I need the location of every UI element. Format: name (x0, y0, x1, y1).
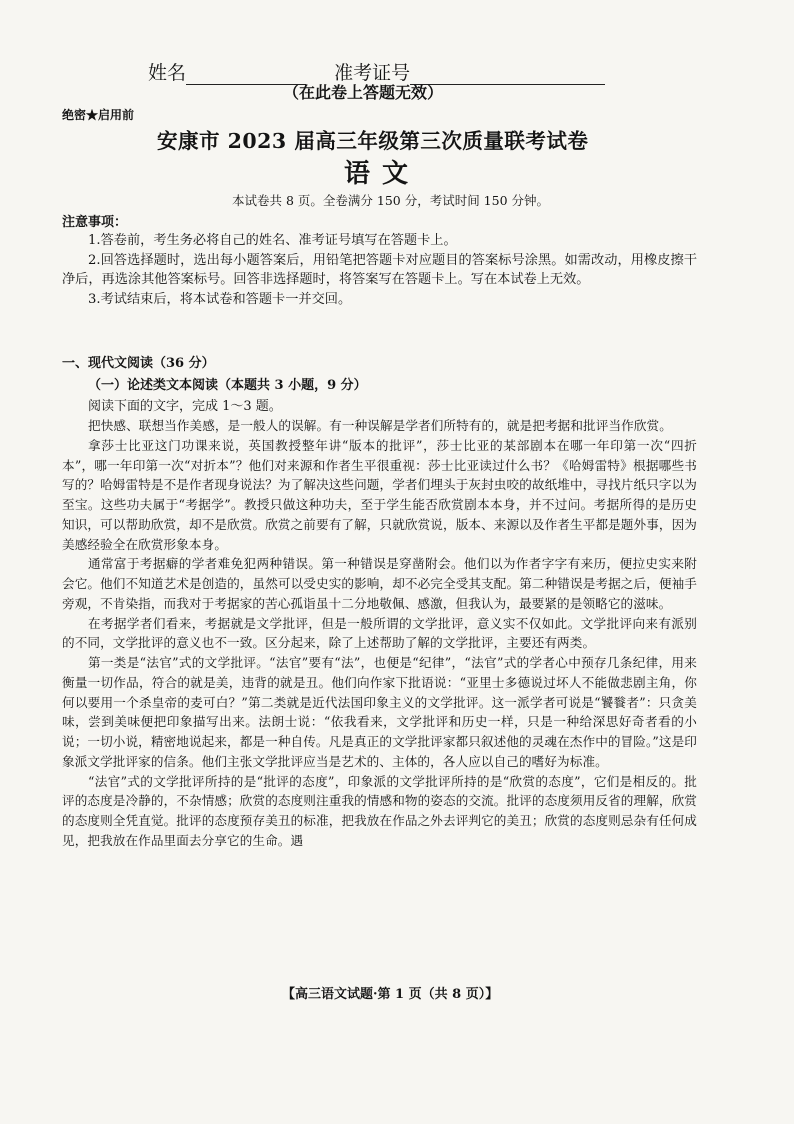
instructions-list (62, 231, 697, 309)
exam-title: 安康市 2023 届高三年级第三次质量联考试卷 (157, 129, 589, 153)
passage-paragraph: “法官”式的文学批评所持的是“批评的态度”，印象派的文学批评所持的是“欣赏的态度”，它们是相反的。批评的态度是冷静的，不杂情感；欣赏的态度则注重我的情感和物的姿态的交流。批评的态度须用反省的理解，欣赏的态度则全凭直觉。批评的态度预存美丑的标准，把我放在作品之外去评判它的美丑；欣赏的态度则忌杂有任何成见，把我放在作品里面去分享它的生命。遇 (62, 773, 697, 848)
section-title: 一、现代文阅读（36 分） (62, 356, 215, 371)
name-label: 姓名 (148, 62, 187, 84)
exam-info: 本试卷共 8 页。全卷满分 150 分，考试时间 150 分钟。 (232, 193, 550, 208)
page-footer: 【高三语文试题·第 1 页（共 8 页）】 (282, 987, 499, 1002)
reading-passage (62, 416, 697, 851)
subject-title: 语文 (344, 159, 421, 189)
reading-instruction: 阅读下面的文字，完成 1～3 题。 (88, 399, 282, 414)
exam-id-label: 准考证号 (334, 62, 411, 84)
passage-paragraph: 通常富于考据癖的学者难免犯两种错误。第一种错误是穿凿附会。他们以为作者字字有来历，便拉史实来附会它。他们不知道艺术是创造的，虽然可以受史实的影响，却不必完全受其支配。第二种错误是考据之后，便袖手旁观，不肯染指，而我对于考据家的苦心孤诣虽十二分地敬佩、感激，但我认为，最要紧的是领略它的滋味。 (62, 556, 697, 611)
passage-paragraph: 把快感、联想当作美感，是一般人的误解。有一种误解是学者们所特有的，就是把考据和批评当作欣赏。 (88, 418, 672, 433)
passage-paragraph: 在考据学者们看来，考据就是文学批评，但是一般所谓的文学批评，意义实不仅如此。文学批评向来有派别的不同，文学批评的意义也不一致。区分起来，除了上述帮助了解的文学批评，主要还有两类。 (62, 615, 697, 651)
instructions-heading: 注意事项： (62, 215, 128, 230)
passage-paragraph: 拿莎士比亚这门功课来说，英国教授整年讲“版本的批评”，莎士比亚的某部剧本在哪一年印第一次“四折本”，哪一年印第一次“对折本”？他们对来源和作者生平很重视：莎士比亚读过什么书？《哈姆雷特》根据哪些书写的？哈姆雷特是不是作者现身说法？为了解决这些问题，学者们埋头于灰封虫咬的故纸堆中，寻找片纸只字以为至宝。这些功夫属于“考据学”。教授只做这种功夫，至于学生能否欣赏剧本本身，并不过问。考据所得的是历史知识，可以帮助欣赏，却不是欣赏。欣赏之前要有了解，只就欣赏说，版本、来源以及作者生平都是题外事，因为美感经验全在欣赏形象本身。 (62, 437, 697, 552)
instruction-item: 3.考试结束后，将本试卷和答题卡一并交回。 (88, 291, 352, 307)
instruction-item: 1.答卷前，考生务必将自己的姓名、准考证号填写在答题卡上。 (88, 233, 457, 248)
section-subtitle: （一）论述类文本阅读（本题共 3 小题，9 分） (88, 378, 367, 393)
invalid-answer-note: （在此卷上答题无效） (283, 83, 444, 102)
passage-paragraph: 第一类是“法官”式的文学批评。“法官”要有“法”，也便是“纪律”，“法官”式的学者心中预存几条纪律，用来衡量一切作品，符合的就是美，违背的就是丑。他们向作家下批语说：“亚里士多德说过坏人不能做悲剧主角，你何以要用一个杀皇帝的麦可白？”第二类就是近代法国印象主义的文学批评。这一派学者可说是“饕餮者”：只贪美味，尝到美味便把印象描写出来。法朗士说：“依我看来，文学批评和历史一样，只是一种给深思好奇者看的小说；一切小说，精密地说起来，都是一种自传。凡是真正的文学批评家都只叙述他的灵魂在杰作中的冒险。”这是印象派文学批评家的信条。他们主张文学批评应当是艺术的、主体的，各人应以自己的嗜好为标准。 (62, 655, 697, 769)
confidential-label: 绝密★启用前 (62, 108, 135, 122)
instruction-item: 2.回答选择题时，选出每小题答案后，用铅笔把答题卡对应题目的答案标号涂黑。如需改动，用橡皮擦干净后，再选涂其他答案标号。回答非选择题时，将答案写在答题卡上。写在本试卷上无效。 (62, 252, 697, 288)
